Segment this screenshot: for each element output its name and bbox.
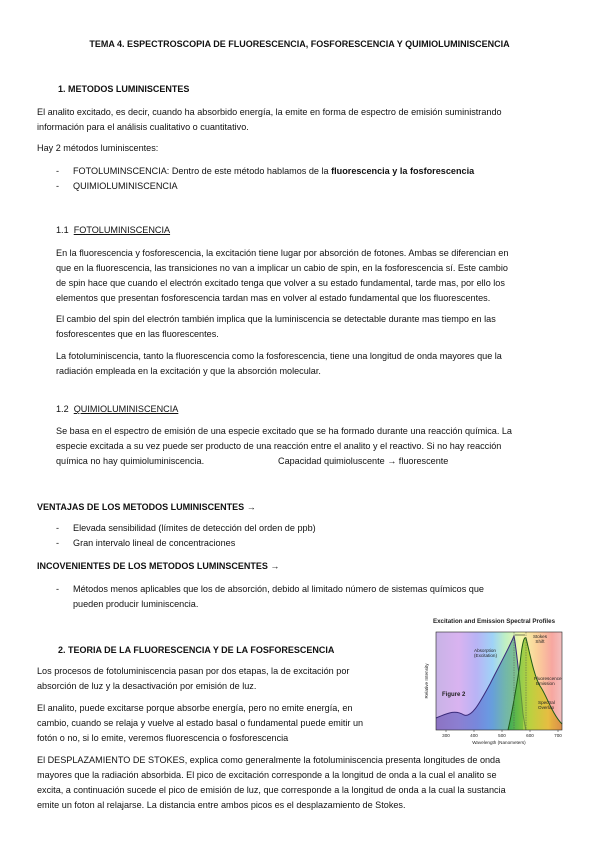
annotation-fluorescence: Fluorescence <box>534 676 562 681</box>
subsection-1-1-heading <box>56 223 170 238</box>
s12-paragraph-line: Se basa en el espectro de emisión de una especie excitado que se ha formado durante una reacción química. La <box>56 426 512 436</box>
paragraph-line: Los procesos de fotoluminiscencia pasan por dos etapas, la de excitación por <box>37 666 350 676</box>
annotation-shift: Shift <box>535 639 545 644</box>
figure-label: Figure 2 <box>442 692 466 698</box>
s12-paragraph-line: especie excitada a su vez puede ser producto de una reacción entre el analito y el reactivo. Si no hay reacción <box>56 441 502 451</box>
x-tick-label: 700 <box>554 733 562 738</box>
y-axis-label: Relative Intensity <box>424 663 429 699</box>
x-tick-label: 500 <box>498 733 506 738</box>
paragraph-line: cambio, cuando se relaja y vuelve al estado basal o fundamental puede emitir un <box>37 718 364 728</box>
paragraph-line: La fotoluminiscencia, tanto la fluorescencia como la fosforescencia, tiene una longitud de onda mayores que la <box>56 351 502 361</box>
s12-paragraph-line: química no hay quimioluminiscencia. <box>56 456 205 466</box>
list-item-bold: fluorescencia y la fosforescencia <box>331 166 475 176</box>
paragraph-line: El cambio del spin del electrón también implica que la luminiscencia se detectable durante mas tiempo en las <box>56 314 496 324</box>
ventaja-item: Gran intervalo lineal de concentraciones <box>73 538 236 548</box>
s1-paragraph-intro: Hay 2 métodos luminiscentes: <box>37 143 159 153</box>
annotation-stokes: Stokes <box>532 634 548 639</box>
list-bullet: - <box>56 584 60 594</box>
s12-note: Capacidad quimioluscente → fluorescente <box>278 456 449 466</box>
paragraph-line: de spin hace que cuando el electrón excitado tenga que volver a su estado fundamental, tarde mas, por ello los <box>56 278 505 288</box>
paragraph-line: fotón o no, si lo emite, veremos fluorescencia o fosforescencia <box>37 733 289 743</box>
paragraph-line: absorción de luz y la desactivación por emisión de luz. <box>37 681 257 691</box>
inconveniente-line: pueden producir luminiscencia. <box>73 599 199 609</box>
inconvenientes-heading: INCOVENIENTES DE LOS METODOS LUMINSCENTES → <box>37 561 280 571</box>
x-tick-label: 600 <box>526 733 534 738</box>
list-bullet: - <box>56 523 60 533</box>
annotation-overlap: Overlap <box>538 705 555 710</box>
ventaja-item: Elevada sensibilidad (límites de detección del orden de ppb) <box>73 523 316 533</box>
spectral-profiles-figure <box>420 614 568 746</box>
s2-paragraph-3 <box>37 753 506 813</box>
s11-paragraph-3 <box>56 349 502 379</box>
annotation-excitation: (Excitation) <box>474 653 497 658</box>
subsection-number: 1.1 <box>56 225 69 235</box>
figure-title: Excitation and Emission Spectral Profiles <box>432 618 556 625</box>
list-item-fotoluminiscencia <box>73 164 474 179</box>
paragraph-line: fosforescentes que en las fluorescentes. <box>56 329 219 339</box>
list-bullet: - <box>56 538 60 548</box>
annotation-spectral: Spectral <box>538 700 555 705</box>
x-tick-label: 400 <box>470 733 478 738</box>
paragraph-line: emite un foton al relajarse. La distancia entre ambos picos es el desplazamiento de Stokes. <box>37 800 406 810</box>
list-item-text: FOTOLUMINSCENCIA: Dentro de este método hablamos de la <box>73 166 332 176</box>
paragraph-line: El analito, puede excitarse porque absorbe energía, pero no emite energía, en <box>37 703 353 713</box>
paragraph-line: excita, a continuación sucede el pico de emisión de luz, que corresponde a la longitud de onda a la cual la sustancia <box>37 785 506 795</box>
s11-paragraph-2 <box>56 312 496 342</box>
s11-paragraph-1 <box>56 246 508 306</box>
paragraph-line: radiación empleada en la excitación y que la absorción molecular. <box>56 366 321 376</box>
paragraph-line: que en la fluorescencia, las transiciones no van a implicar un cabio de spin, en la fosforescencia sí. Este cambio <box>56 263 508 273</box>
s1-paragraph-line: información para el análisis cualitativo o cuantitativo. <box>37 122 249 132</box>
annotation-absorption: Absorption <box>474 648 496 653</box>
section-1-heading: 1. METODOS LUMINISCENTES <box>58 84 190 94</box>
subsection-title: FOTOLUMINISCENCIA <box>73 225 171 235</box>
subsection-title: QUIMIOLUMINISCENCIA <box>73 404 179 414</box>
ventajas-heading: VENTAJAS DE LOS METODOS LUMINISCENTES → <box>37 502 256 512</box>
paragraph-line: El DESPLAZAMIENTO DE STOKES, explica como generalmente la fotoluminiscencia presenta longitudes de onda <box>37 755 501 765</box>
annotation-emission: Emission <box>536 681 555 686</box>
subsection-number: 1.2 <box>56 404 69 414</box>
s1-paragraph-line: El analito excitado, es decir, cuando ha absorbido energía, la emite en forma de espectro de emisión suministrando <box>37 107 502 117</box>
subsection-1-2-heading <box>56 402 178 417</box>
page-title: TEMA 4. ESPECTROSCOPIA DE FLUORESCENCIA, FOSFORESCENCIA Y QUIMIOLUMINISCENCIA <box>89 39 510 49</box>
paragraph-line: mayores que la radiación absorbida. El pico de excitación corresponde a la longitud de onda a la cual el analito se <box>37 770 497 780</box>
list-item-quimioluminiscencia: QUIMIOLUMINISCENCIA <box>73 181 178 191</box>
s2-paragraph-1 <box>37 664 349 694</box>
inconveniente-line: Métodos menos aplicables que los de absorción, debido al limitado número de sistemas químicos que <box>73 584 484 594</box>
section-2-heading: 2. TEORIA DE LA FLUORESCENCIA Y DE LA FOSFORESCENCIA <box>58 645 335 655</box>
s2-paragraph-2 <box>37 701 363 746</box>
x-axis-label: Wavelength (Nanometers) <box>472 740 526 745</box>
paragraph-line: elementos que presentan fosforescencia tardan mas en volver al estado fundamental que los fluorescentes. <box>56 293 491 303</box>
list-bullet: - <box>56 181 60 191</box>
list-bullet: - <box>56 166 60 176</box>
paragraph-line: En la fluorescencia y fosforescencia, la excitación tiene lugar por absorción de fotones. Ambas se diferencian en <box>56 248 509 258</box>
x-tick-label: 300 <box>442 733 450 738</box>
